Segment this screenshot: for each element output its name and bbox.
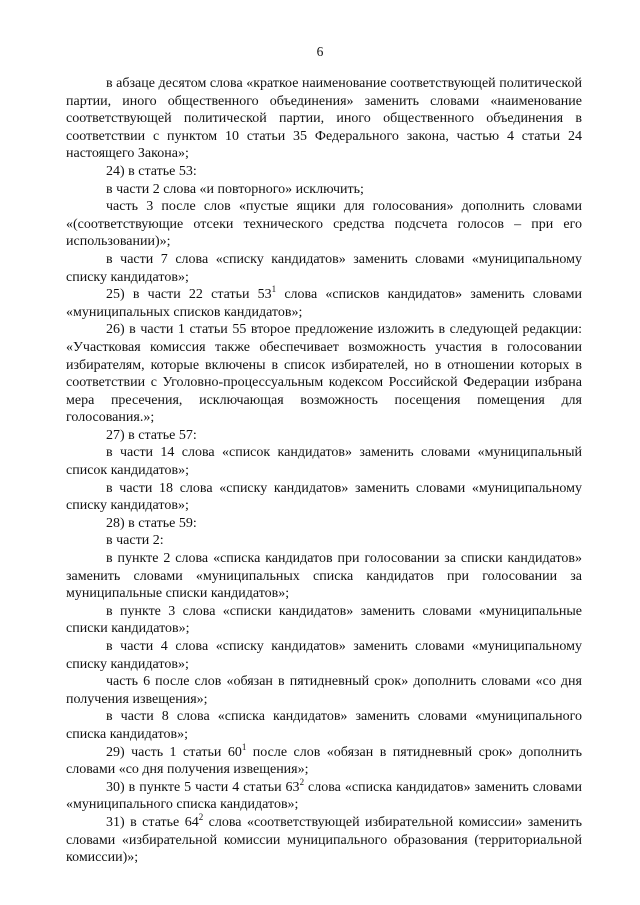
paragraph-text: 29) часть 1 статьи 60	[106, 744, 242, 760]
document-body	[66, 75, 582, 867]
superscript: 2	[299, 776, 305, 787]
paragraph-text: 26) в части 1 статьи 55 второе предложение изложить в следующей редакции: «Участковая комиссия также обеспечивает возможность участия в голосовании избирателям, которые включены в список избирателей, но в отношении которых в соответствии с Уголовно-процессуальным кодексом Российской Федерации избрана мера пресечения, исключающая возможность посещения помещения для голосования.»;	[66, 322, 582, 426]
paragraph	[66, 532, 582, 550]
paragraph-text: 31) в статье 64	[106, 814, 199, 830]
paragraph	[66, 286, 582, 321]
superscript: 1	[271, 284, 277, 295]
paragraph	[66, 75, 582, 163]
paragraph	[66, 603, 582, 638]
paragraph	[66, 444, 582, 479]
paragraph-text: в части 4 слова «списку кандидатов» заменить словами «муниципальному списку кандидатов»;	[66, 639, 582, 672]
paragraph-text: в части 14 слова «список кандидатов» заменить словами «муниципальный список кандидатов»;	[66, 445, 582, 479]
paragraph	[66, 251, 582, 286]
superscript: 2	[198, 811, 204, 822]
paragraph-text: 24) в статье 53:	[106, 163, 197, 179]
paragraph-text: в пункте 2 слова «списка кандидатов при голосовании за списки кандидатов» заменить словами «муниципальных списка кандидатов при голосовании за муниципальные списки кандидатов»;	[66, 551, 582, 602]
paragraph	[66, 163, 582, 181]
paragraph	[66, 181, 582, 199]
paragraph-text: слова «списков кандидатов» заменить словами «муниципальных списков кандидатов»;	[66, 287, 582, 320]
paragraph	[66, 427, 582, 445]
paragraph	[66, 673, 582, 708]
paragraph-text: слова «соответствующей избирательной комиссии» заменить словами «избирательной комиссии муниципального образования (территориальной комиссии)»;	[66, 814, 583, 866]
paragraph-text: в части 2 слова «и повторного» исключить;	[106, 181, 364, 197]
paragraph-text: 25) в части 22 статьи 53	[106, 287, 272, 303]
paragraph-text: в части 18 слова «списку кандидатов» заменить словами «муниципальному списку кандидатов»;	[66, 480, 582, 514]
paragraph-text: в абзаце десятом слова «краткое наименование соответствующей политической партии, иного общественного объединения» заменить словами «наименование соответствующей политической партии, иного общественного объединения в соответствии с пунктом 10 статьи 35 Федерального закона, частью 4 статьи 24 настоящего Закона»;	[66, 76, 582, 162]
paragraph-text: часть 3 после слов «пустые ящики для голосования» дополнить словами «(соответствующие отсеки технического средства подсчета голосов – при его использовании)»;	[66, 199, 582, 250]
paragraph-text: часть 6 после слов «обязан в пятидневный срок» дополнить словами «со дня получения извещения»;	[66, 674, 582, 707]
paragraph-text: слова «списка кандидатов» заменить словами «муниципального списка кандидатов»;	[66, 779, 582, 813]
paragraph-text: в части 2:	[106, 533, 164, 549]
paragraph-text: после слов «обязан в пятидневный срок» дополнить словами «со дня получения извещения»;	[66, 744, 583, 778]
paragraph	[66, 550, 582, 603]
paragraph	[66, 741, 583, 779]
paragraph	[66, 198, 582, 251]
superscript: 1	[241, 741, 247, 752]
paragraph-text: в части 8 слова «списка кандидатов» заменить словами «муниципального списка кандидатов»;	[66, 709, 582, 742]
paragraph	[66, 321, 582, 427]
paragraph	[66, 708, 582, 743]
page-number: 6	[316, 44, 324, 59]
paragraph	[66, 776, 582, 814]
paragraph	[66, 638, 582, 673]
paragraph	[66, 480, 582, 515]
paragraph	[66, 515, 582, 533]
paragraph-text: в части 7 слова «списку кандидатов» заменить словами «муниципальному списку кандидатов»;	[66, 251, 582, 285]
paragraph-text: 30) в пункте 5 части 4 статьи 63	[106, 779, 300, 795]
paragraph-text: 27) в статье 57:	[106, 427, 197, 443]
paragraph-text: в пункте 3 слова «списки кандидатов» заменить словами «муниципальные списки кандидатов»;	[66, 603, 582, 637]
paragraph	[66, 811, 583, 867]
paragraph-text: 28) в статье 59:	[106, 515, 197, 531]
